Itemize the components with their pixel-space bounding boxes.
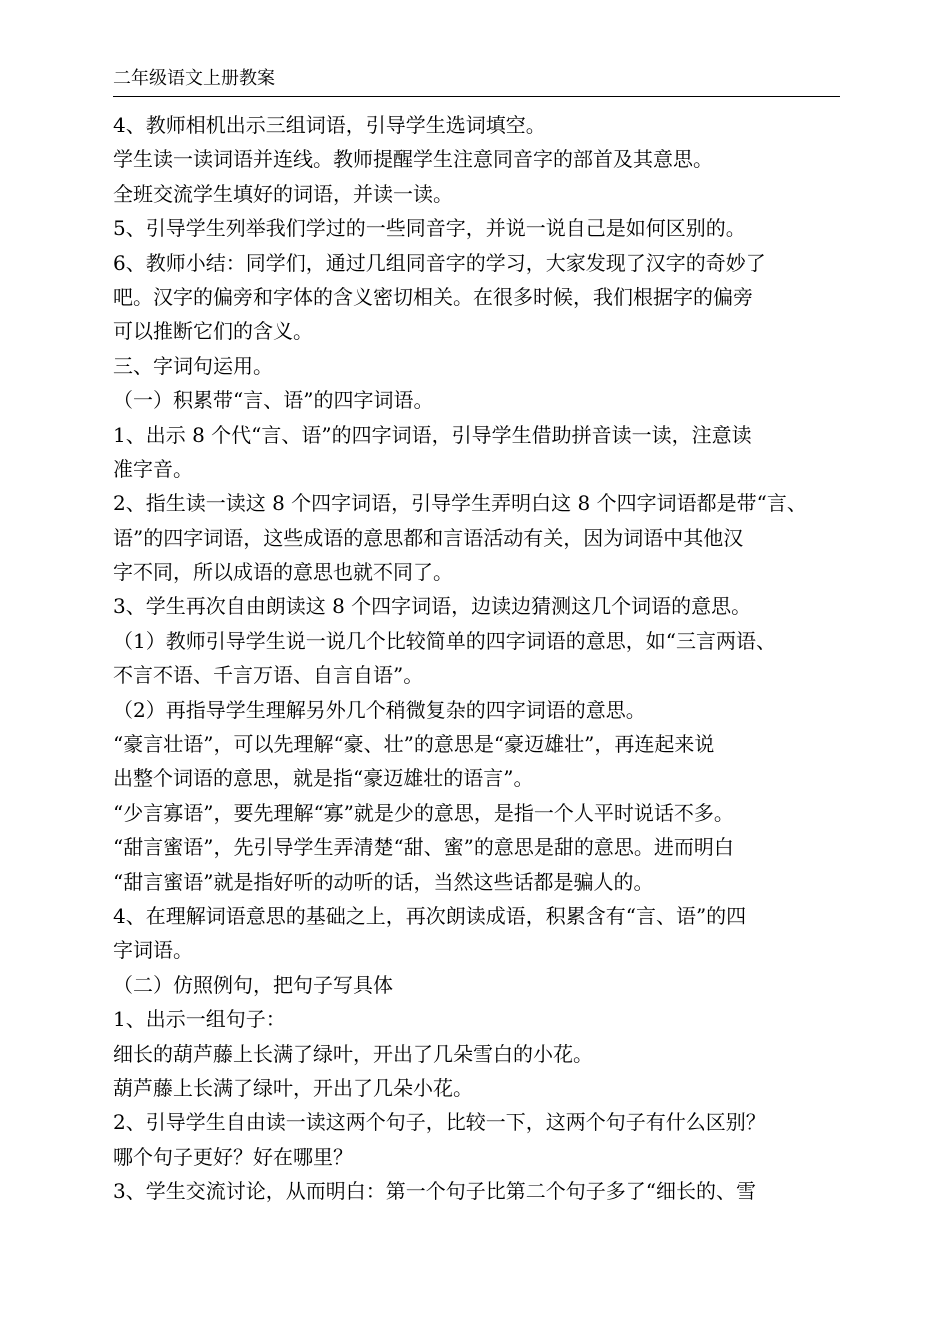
text-line: 吧。汉字的偏旁和字体的含义密切相关。在很多时候，我们根据字的偏旁 — [113, 284, 753, 309]
text-line: 4、在理解词语意思的基础之上，再次朗读成语，积累含有“言、语”的四 — [113, 903, 747, 928]
text-line: 哪个句子更好？好在哪里？ — [113, 1144, 353, 1169]
subsection-heading: （一）积累带“言、语”的四字词语。 — [113, 388, 434, 413]
text-line: 3、学生交流讨论，从而明白：第一个句子比第二个句子多了“细长的、雪 — [113, 1179, 756, 1204]
text-line: 2、指生读一读这 8 个四字词语，引导学生弄明白这 8 个四字词语都是带“言、 — [113, 491, 807, 516]
text-line: 1、出示 8 个代“言、语”的四字词语，引导学生借助拼音读一读，注意读 — [113, 422, 752, 447]
document-body — [113, 108, 841, 1209]
subsection-heading: （二）仿照例句，把句子写具体 — [113, 972, 393, 997]
text-line: 出整个词语的意思，就是指“豪迈雄壮的语言”。 — [113, 766, 534, 791]
example-sentence: 细长的葫芦藤上长满了绿叶，开出了几朵雪白的小花。 — [113, 1041, 593, 1066]
text-line: 准字音。 — [113, 456, 193, 481]
text-line: “豪言壮语”，可以先理解“豪、壮”的意思是“豪迈雄壮”，再连起来说 — [113, 732, 715, 757]
section-heading: 三、字词句运用。 — [113, 353, 273, 378]
text-line: “少言寡语”，要先理解“寡”就是少的意思，是指一个人平时说话不多。 — [113, 800, 734, 825]
text-line: 不言不语、千言万语、自言自语”。 — [113, 663, 424, 688]
text-line: 字不同，所以成语的意思也就不同了。 — [113, 560, 453, 585]
text-line: （1）教师引导学生说一说几个比较简单的四字词语的意思，如“三言两语、 — [113, 628, 776, 653]
text-line: 1、出示一组句子： — [113, 1007, 286, 1032]
text-line: 2、引导学生自由读一读这两个句子，比较一下，这两个句子有什么区别？ — [113, 1110, 766, 1135]
text-line: 全班交流学生填好的词语，并读一读。 — [113, 181, 453, 206]
text-line: 学生读一读词语并连线。教师提醒学生注意同音字的部首及其意思。 — [113, 147, 713, 172]
header-title: 二年级语文上册教案 — [113, 68, 275, 89]
text-line: 字词语。 — [113, 938, 193, 963]
text-line: 3、学生再次自由朗读这 8 个四字词语，边读边猜测这几个词语的意思。 — [113, 594, 752, 619]
text-line: 可以推断它们的含义。 — [113, 319, 313, 344]
example-sentence: 葫芦藤上长满了绿叶，开出了几朵小花。 — [113, 1075, 473, 1100]
text-line: 5、引导学生列举我们学过的一些同音字，并说一说自己是如何区别的。 — [113, 216, 746, 241]
text-line: “甜言蜜语”就是指好听的动听的话，当然这些话都是骗人的。 — [113, 869, 654, 894]
text-line: “甜言蜜语”，先引导学生弄清楚“甜、蜜”的意思是甜的意思。进而明白 — [113, 835, 734, 860]
text-line: 语”的四字词语，这些成语的意思都和言语活动有关，因为词语中其他汉 — [113, 525, 744, 550]
text-line: （2）再指导学生理解另外几个稍微复杂的四字词语的意思。 — [113, 697, 646, 722]
page-header — [113, 66, 840, 97]
text-line: 6、教师小结：同学们，通过几组同音字的学习，大家发现了汉字的奇妙了 — [113, 250, 766, 275]
text-line: 4、教师相机出示三组词语，引导学生选词填空。 — [113, 113, 546, 137]
